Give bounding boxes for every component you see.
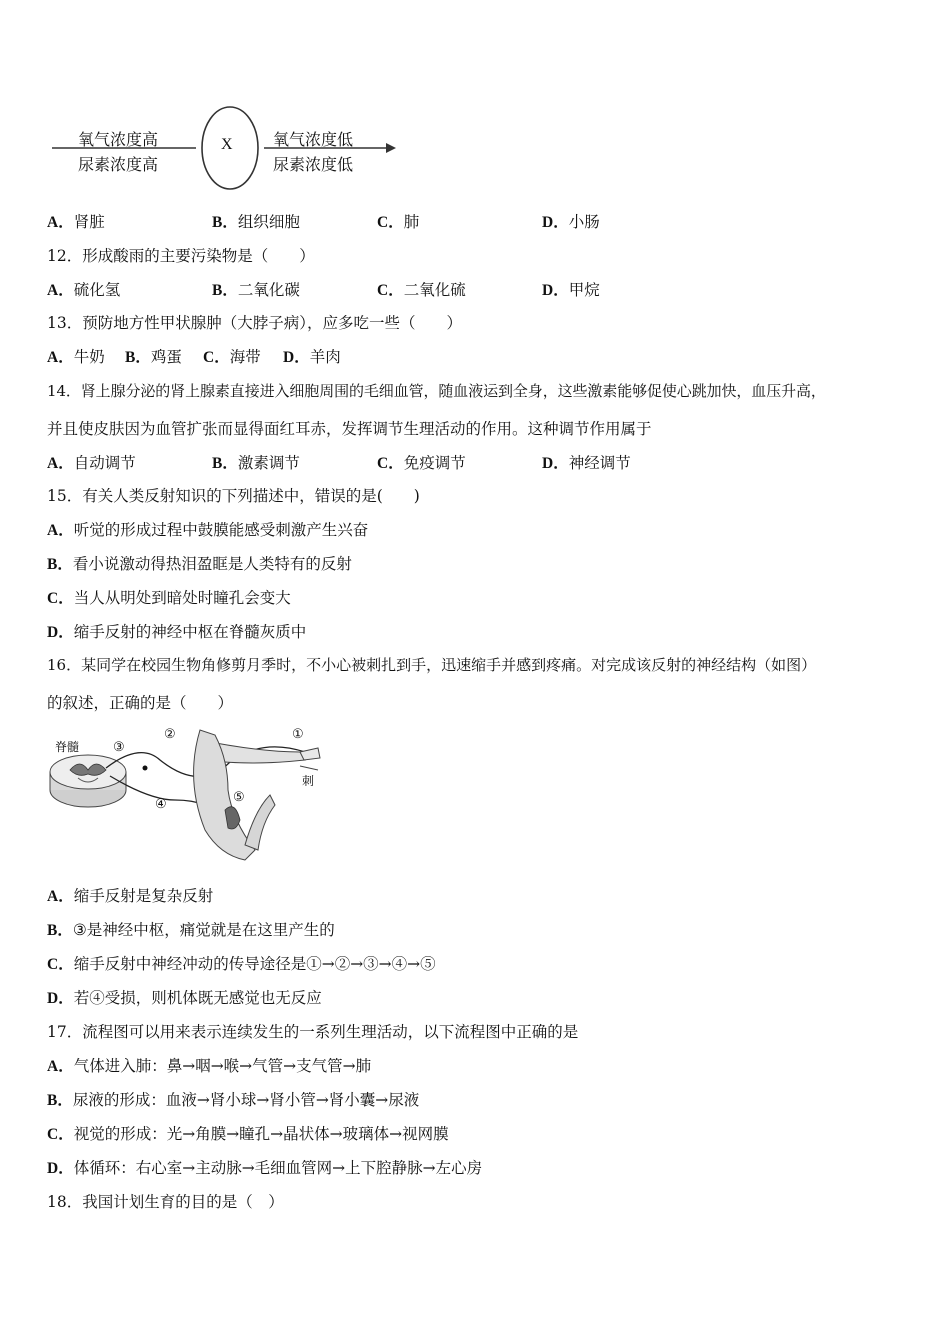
q11-option-c[interactable]: C．肺 — [377, 213, 420, 231]
label-2: ② — [164, 727, 176, 742]
q12-option-c[interactable]: C．二氧化硫 — [377, 281, 466, 299]
spinal-cord-shape — [50, 755, 126, 807]
q14-option-b[interactable]: B．激素调节 — [212, 454, 300, 472]
q12-stem: 12．形成酸雨的主要污染物是（ ） — [47, 247, 315, 265]
q14-option-a[interactable]: A．自动调节 — [47, 454, 136, 472]
diagram-right-bottom: 尿素浓度低 — [273, 155, 354, 174]
label-4: ④ — [155, 797, 167, 812]
q15-option-c[interactable]: C．当人从明处到暗处时瞳孔会变大 — [47, 589, 291, 607]
label-3: ③ — [113, 740, 125, 755]
q17-option-a[interactable]: A．气体进入肺：鼻→咽→喉→气管→支气管→肺 — [47, 1057, 372, 1075]
q18-stem: 18．我国计划生育的目的是（ ） — [47, 1193, 284, 1211]
q17-option-d[interactable]: D．体循环：右心室→主动脉→毛细血管网→上下腔静脉→左心房 — [47, 1159, 483, 1177]
q14-option-c[interactable]: C．免疫调节 — [377, 454, 466, 472]
diagram-center-x: X — [221, 136, 233, 153]
q14-stem-line1: 14．肾上腺分泌的肾上腺素直接进入细胞周围的毛细血管，随血液运到全身，这些激素能够促使心跳加快，血压升高， — [47, 382, 826, 400]
q13-option-b[interactable]: B．鸡蛋 — [125, 348, 182, 366]
label-thorn: 刺 — [302, 774, 315, 788]
q11-option-a[interactable]: A．肾脏 — [47, 213, 105, 231]
q16-option-a[interactable]: A．缩手反射是复杂反射 — [47, 887, 214, 905]
q16-stem-line1: 16．某同学在校园生物角修剪月季时，不小心被刺扎到手，迅速缩手并感到疼痛。对完成该反射的神经结构（如图） — [47, 656, 817, 674]
q14-option-d[interactable]: D．神经调节 — [542, 454, 631, 472]
q13-option-d[interactable]: D．羊肉 — [283, 348, 341, 366]
label-1: ① — [292, 727, 304, 742]
q13-option-c[interactable]: C．海带 — [203, 348, 261, 366]
q16-option-c[interactable]: C．缩手反射中神经冲动的传导途径是①→②→③→④→⑤ — [47, 955, 436, 973]
q11-option-b[interactable]: B．组织细胞 — [212, 213, 300, 231]
q16-stem-line2: 的叙述，正确的是（ ） — [47, 694, 234, 712]
q14-stem-line2: 并且使皮肤因为血管扩张而显得面红耳赤，发挥调节生理活动的作用。这种调节作用属于 — [47, 420, 652, 438]
q17-option-b[interactable]: B．尿液的形成：血液→肾小球→肾小管→肾小囊→尿液 — [47, 1091, 420, 1109]
q13-stem: 13．预防地方性甲状腺肿（大脖子病），应多吃一些（ ） — [47, 314, 462, 332]
diagram-left-top: 氧气浓度高 — [78, 130, 159, 149]
diagram-left-bottom: 尿素浓度高 — [78, 155, 159, 174]
q17-stem: 17．流程图可以用来表示连续发生的一系列生理活动，以下流程图中正确的是 — [47, 1023, 579, 1041]
q12-option-d[interactable]: D．甲烷 — [542, 281, 600, 299]
label-spinal-cord: 脊髓 — [55, 740, 80, 754]
q15-option-d[interactable]: D．缩手反射的神经中枢在脊髓灰质中 — [47, 623, 307, 641]
diagram-right-top: 氧气浓度低 — [273, 130, 354, 149]
q16-option-b[interactable]: B．③是神经中枢，痛觉就是在这里产生的 — [47, 921, 335, 939]
q16-option-d[interactable]: D．若④受损，则机体既无感觉也无反应 — [47, 989, 322, 1007]
q15-option-a[interactable]: A．听觉的形成过程中鼓膜能感受刺激产生兴奋 — [47, 521, 369, 539]
q13-option-a[interactable]: A．牛奶 — [47, 348, 105, 366]
q15-stem: 15．有关人类反射知识的下列描述中，错误的是( ) — [47, 487, 420, 505]
q17-option-c[interactable]: C．视觉的形成：光→角膜→瞳孔→晶状体→玻璃体→视网膜 — [47, 1125, 449, 1143]
q11-option-d[interactable]: D．小肠 — [542, 213, 600, 231]
q12-option-a[interactable]: A．硫化氢 — [47, 281, 121, 299]
q15-option-b[interactable]: B．看小说激动得热泪盈眶是人类特有的反射 — [47, 555, 352, 573]
label-5: ⑤ — [233, 790, 245, 805]
q12-option-b[interactable]: B．二氧化碳 — [212, 281, 300, 299]
